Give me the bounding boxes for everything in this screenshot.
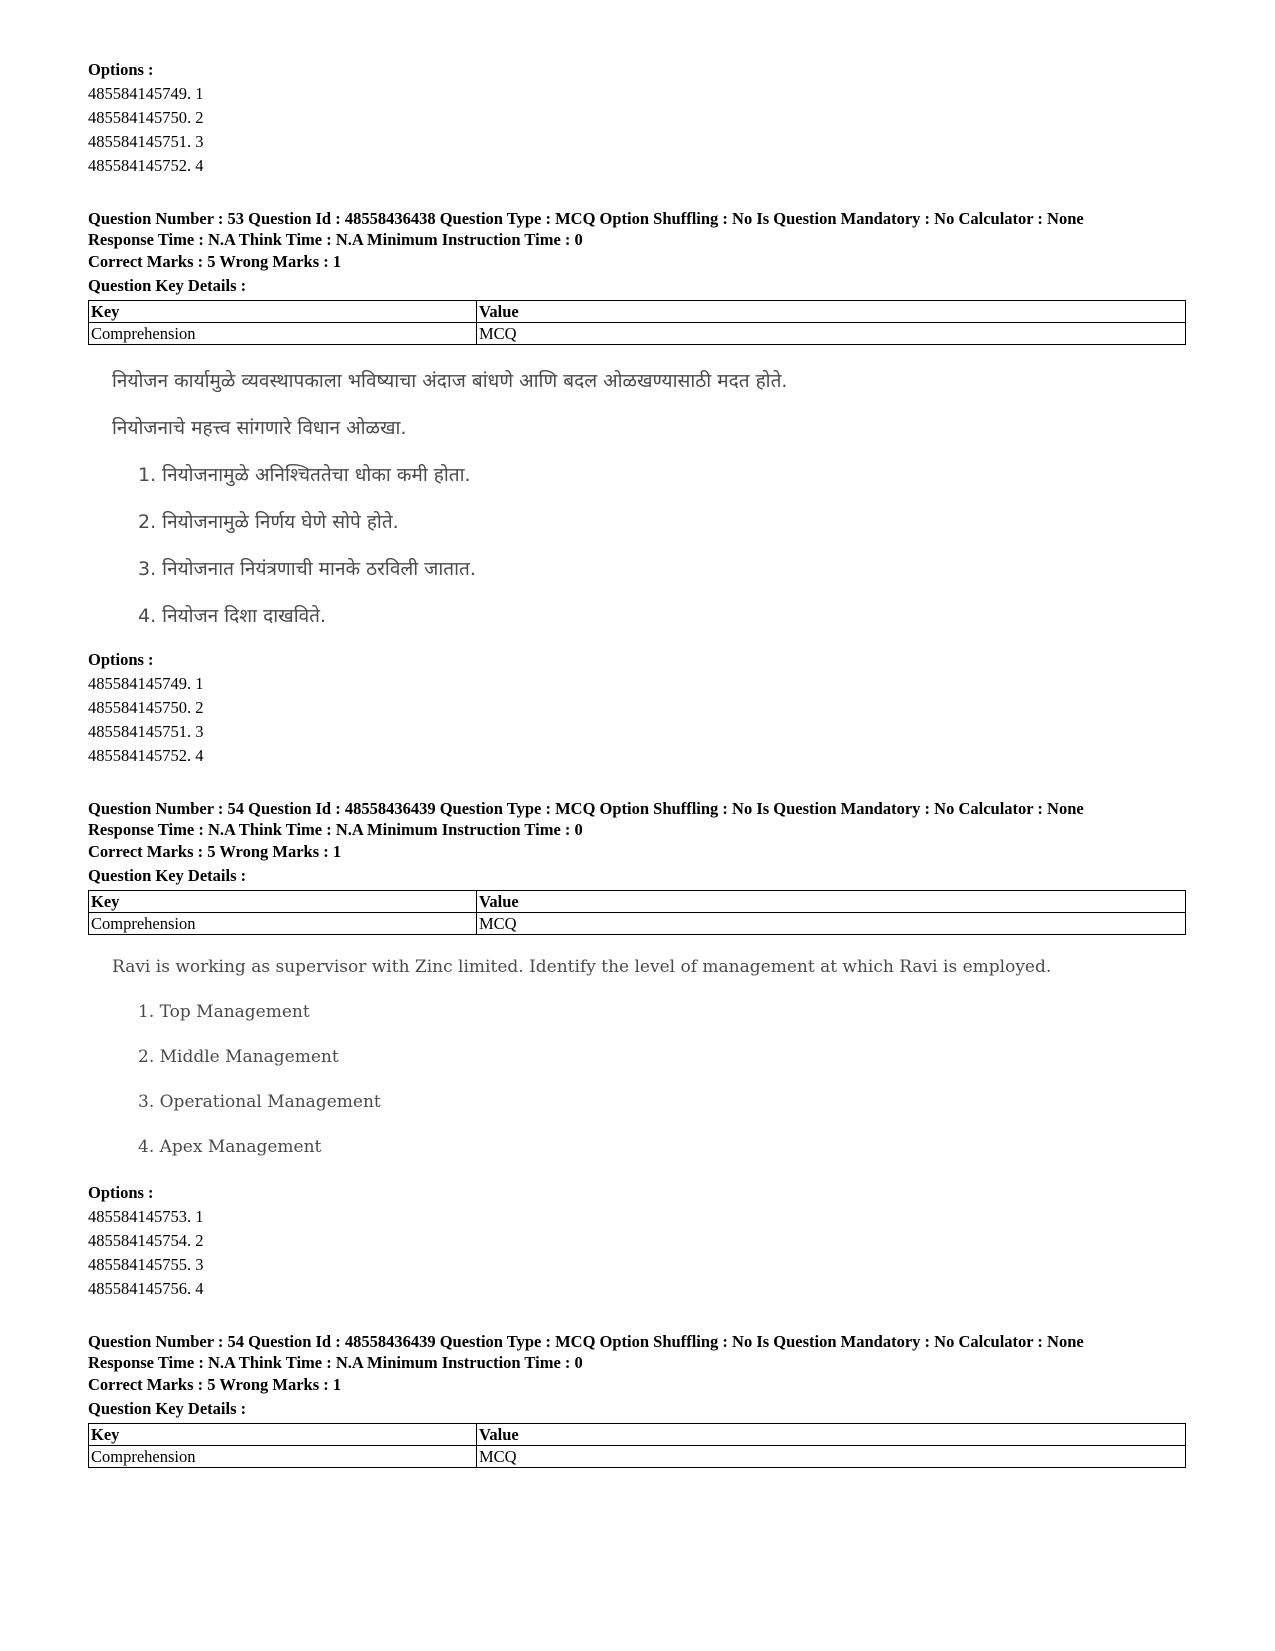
options-label: Options : [88, 650, 154, 669]
option-item: 485584145756. 4 [88, 1279, 204, 1298]
question-choice: 3. नियोजनात नियंत्रणाची मानके ठरविली जातात. [138, 558, 476, 580]
question-header-line2: Response Time : N.A Think Time : N.A Minimum Instruction Time : 0 [88, 820, 583, 839]
options-label: Options : [88, 1183, 154, 1202]
table-header-row [89, 891, 1186, 913]
table-cell-key: Comprehension [89, 1446, 477, 1468]
key-details-label: Question Key Details : [88, 276, 247, 295]
option-item: 485584145749. 1 [88, 84, 204, 103]
option-item: 485584145749. 1 [88, 674, 204, 693]
document-page [88, 58, 1188, 1468]
table-row [89, 323, 1186, 345]
table-header-row [89, 301, 1186, 323]
question-choice: 2. Middle Management [138, 1047, 339, 1067]
key-details-table [88, 1423, 1186, 1468]
question-choice: 1. Top Management [138, 1002, 310, 1022]
option-item: 485584145752. 4 [88, 156, 204, 175]
options-label: Options : [88, 60, 154, 79]
question-choice: 4. नियोजन दिशा दाखविते. [138, 605, 327, 627]
table-cell-key: Comprehension [89, 913, 477, 935]
table-header-value: Value [477, 891, 1186, 913]
marks-line: Correct Marks : 5 Wrong Marks : 1 [88, 842, 342, 861]
question-stem-line: Ravi is working as supervisor with Zinc limited. Identify the level of management at which Ravi is employed. [112, 957, 1052, 977]
question-choice: 4. Apex Management [138, 1137, 322, 1157]
options-block [88, 648, 1188, 768]
table-cell-value: MCQ [477, 323, 1186, 345]
question-header [88, 1331, 1188, 1373]
question-header-line1: Question Number : 54 Question Id : 48558436439 Question Type : MCQ Option Shuffling : No Is Question Mandatory : No Calculator : None [88, 1332, 1084, 1351]
table-header-key: Key [89, 1424, 477, 1446]
table-row [89, 1446, 1186, 1468]
question-block-53 [88, 208, 1188, 768]
table-cell-key: Comprehension [89, 323, 477, 345]
table-cell-value: MCQ [477, 913, 1186, 935]
marks-line: Correct Marks : 5 Wrong Marks : 1 [88, 1375, 342, 1394]
option-item: 485584145750. 2 [88, 698, 204, 717]
question-stem-line: नियोजन कार्यामुळे व्यवस्थापकाला भविष्याचा अंदाज बांधणे आणि बदल ओळखण्यासाठी मदत होते. [112, 370, 788, 392]
question-header [88, 208, 1188, 250]
table-header-row [89, 1424, 1186, 1446]
key-details-table [88, 300, 1186, 345]
question-block-54 [88, 798, 1188, 1301]
question-choice: 1. नियोजनामुळे अनिश्चिततेचा धोका कमी होता. [138, 464, 471, 486]
option-item: 485584145752. 4 [88, 746, 204, 765]
question-header-line2: Response Time : N.A Think Time : N.A Minimum Instruction Time : 0 [88, 230, 583, 249]
question-stem-line: नियोजनाचे महत्त्व सांगणारे विधान ओळखा. [112, 417, 407, 439]
marks-line: Correct Marks : 5 Wrong Marks : 1 [88, 252, 342, 271]
question-choice: 2. नियोजनामुळे निर्णय घेणे सोपे होते. [138, 511, 399, 533]
key-details-label: Question Key Details : [88, 1399, 247, 1418]
option-item: 485584145755. 3 [88, 1255, 204, 1274]
table-header-value: Value [477, 1424, 1186, 1446]
question-image [88, 955, 1188, 1159]
question-choice: 3. Operational Management [138, 1092, 381, 1112]
table-header-key: Key [89, 891, 477, 913]
options-block [88, 1181, 1188, 1301]
question-header-line2: Response Time : N.A Think Time : N.A Minimum Instruction Time : 0 [88, 1353, 583, 1372]
table-header-value: Value [477, 301, 1186, 323]
option-item: 485584145753. 1 [88, 1207, 204, 1226]
question-header-line1: Question Number : 53 Question Id : 48558436438 Question Type : MCQ Option Shuffling : No Is Question Mandatory : No Calculator : None [88, 209, 1084, 228]
question-header [88, 798, 1188, 840]
key-details-table [88, 890, 1186, 935]
options-block-top [88, 58, 1188, 178]
option-item: 485584145750. 2 [88, 108, 204, 127]
option-item: 485584145754. 2 [88, 1231, 204, 1250]
key-details-label: Question Key Details : [88, 866, 247, 885]
question-header-line1: Question Number : 54 Question Id : 48558436439 Question Type : MCQ Option Shuffling : No Is Question Mandatory : No Calculator : None [88, 799, 1084, 818]
table-header-key: Key [89, 301, 477, 323]
option-item: 485584145751. 3 [88, 722, 204, 741]
question-block-54-repeat [88, 1331, 1188, 1468]
table-row [89, 913, 1186, 935]
table-cell-value: MCQ [477, 1446, 1186, 1468]
question-image [88, 369, 1188, 628]
option-item: 485584145751. 3 [88, 132, 204, 151]
